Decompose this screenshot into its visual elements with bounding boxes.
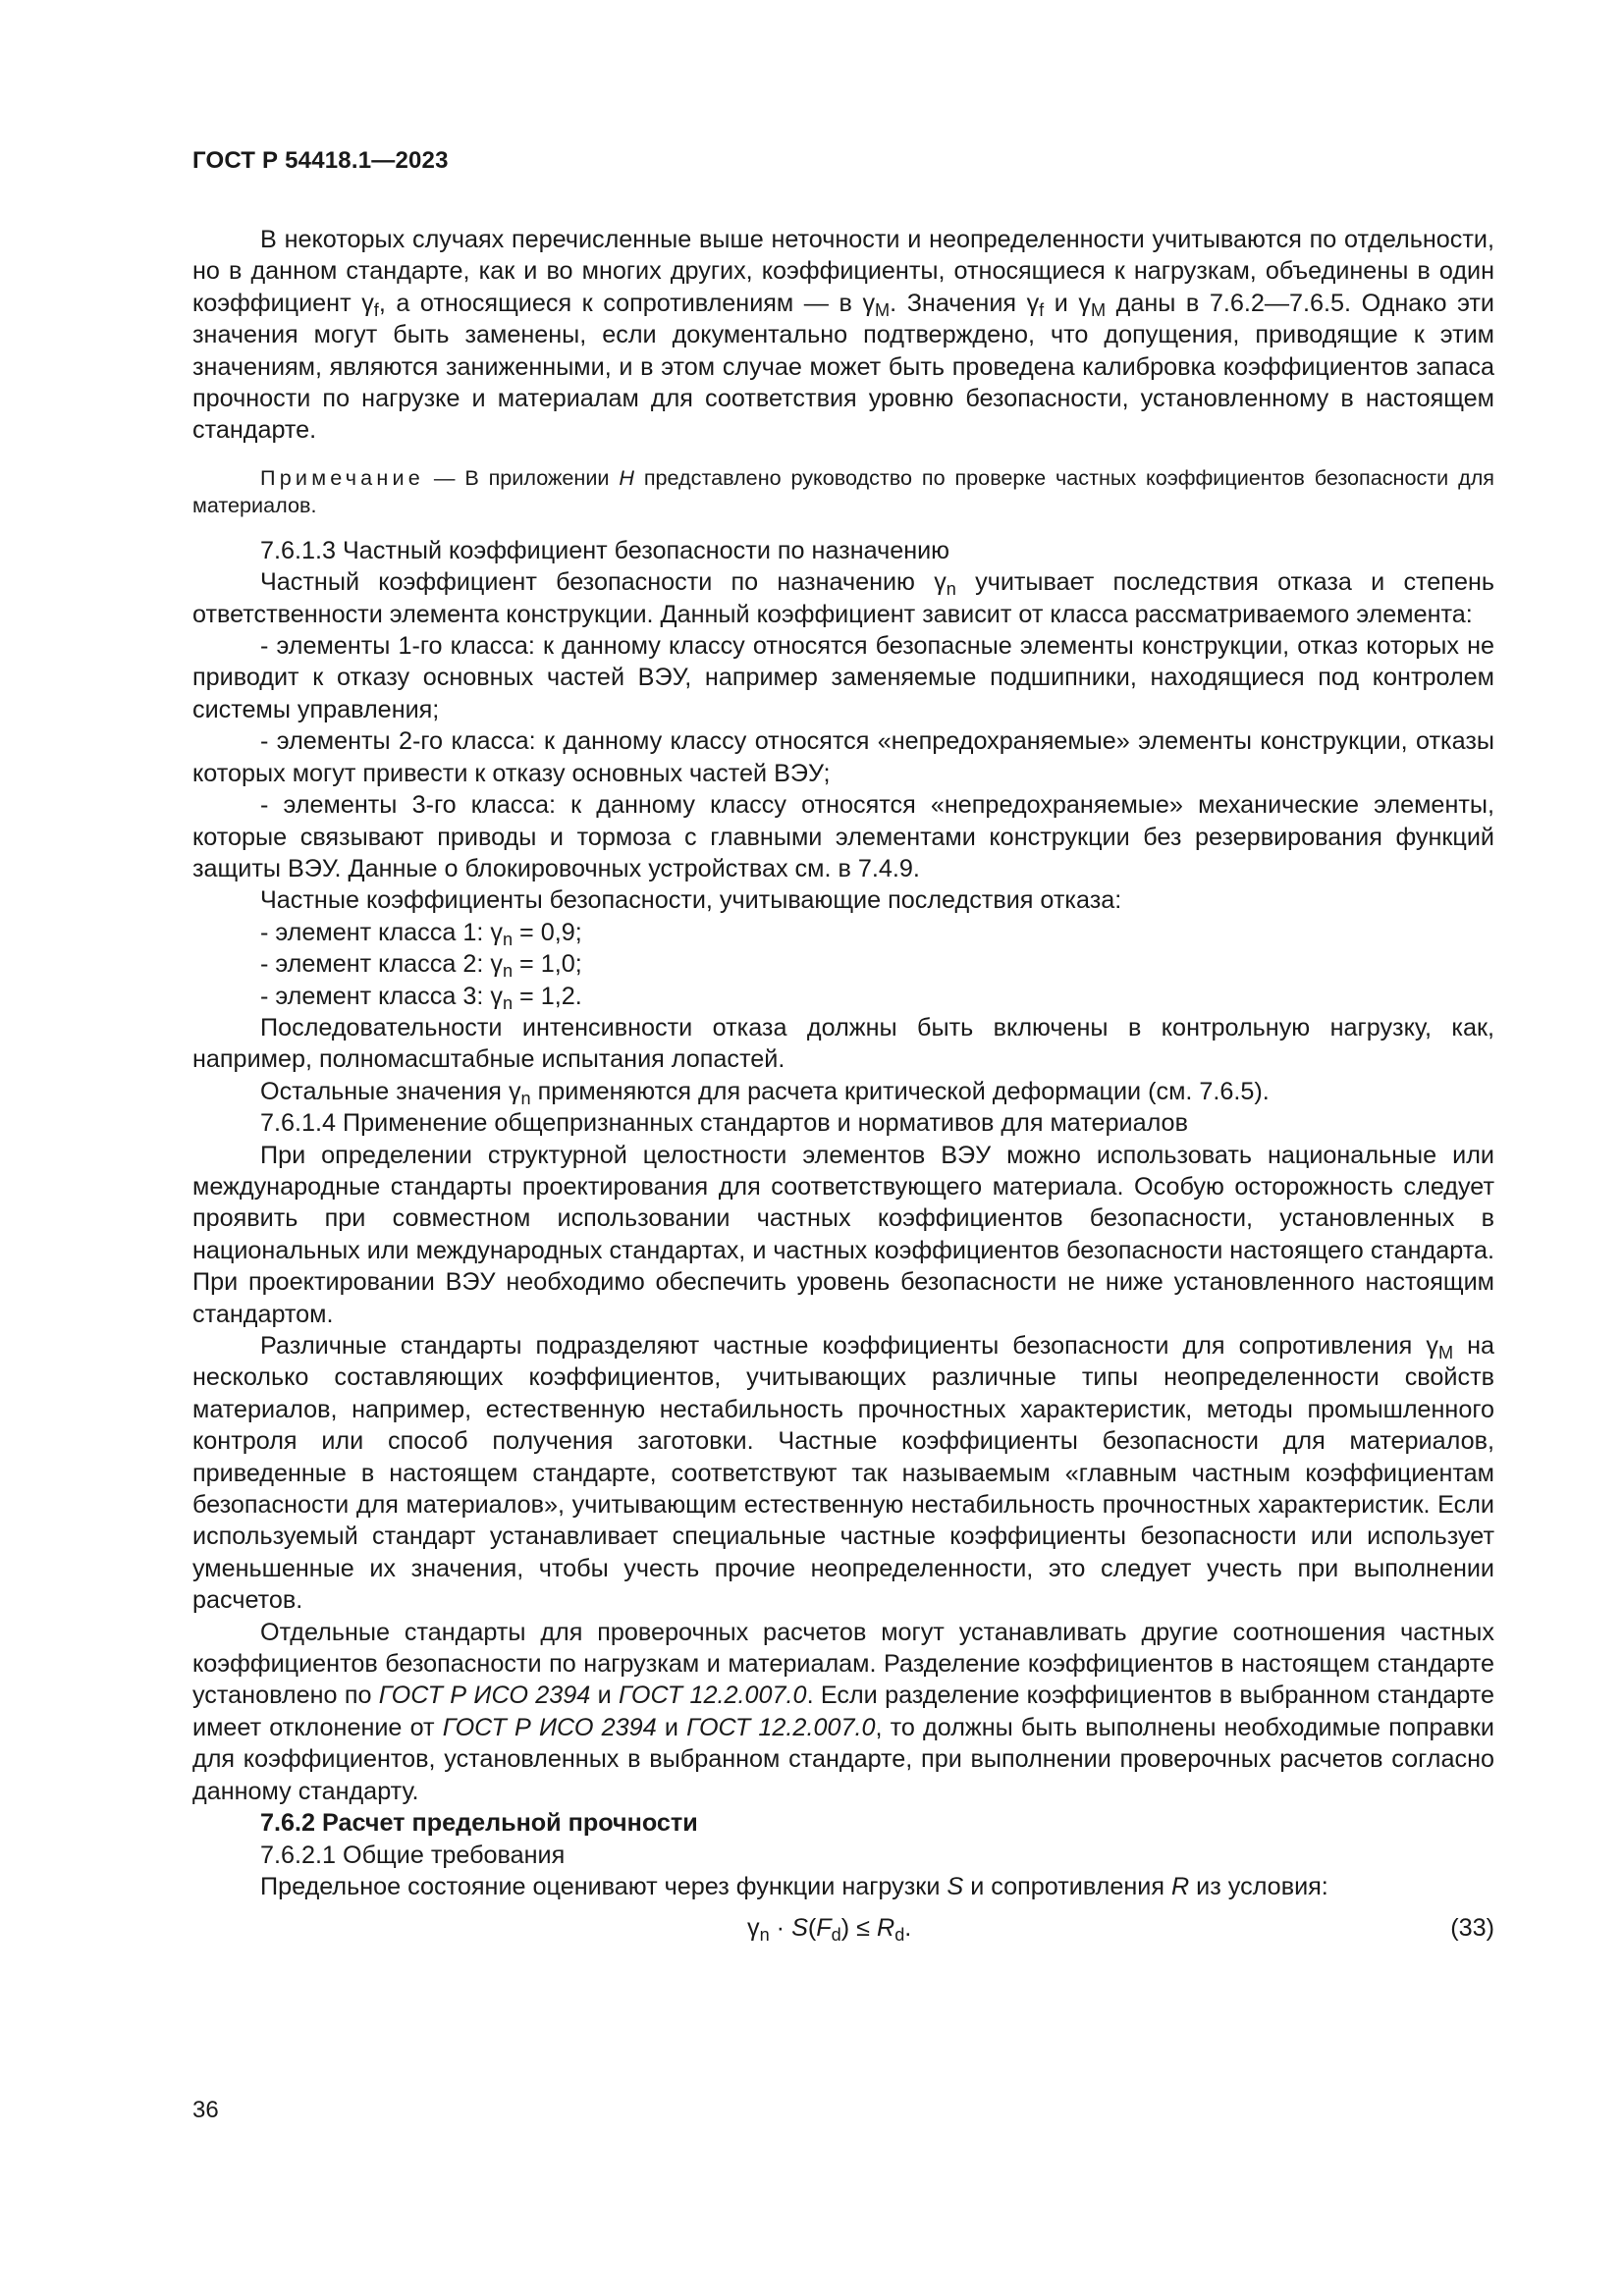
standard-ref-12-2-007-0: ГОСТ 12.2.007.0 bbox=[619, 1682, 807, 1710]
note: Примечание — В приложении Н представлено руководство по проверке частных коэффициентов безопасности для материалов. bbox=[192, 464, 1494, 517]
paragraph-importance-factor: Частный коэффициент безопасности по назначению $\gamma_n$ учитывает последствия отказа и степень ответственности элемента конструкции. Данный коэффициент зависит от класса рассматриваемого элемента: bbox=[192, 568, 1494, 628]
paragraph-structural-integrity: При определении структурной целостности элементов ВЭУ можно использовать национальные или международные стандарты проектирования для соответствующего материала. Особую осторожность следует проявить при совместном использовании частных коэффициентов безопасности, установленных в национальных или международных стандартах, и частных коэффициентов безопасности настоящего стандарта. При проектировании ВЭУ необходимо обеспечить уровень безопасности не ниже установленного настоящим стандартом. bbox=[192, 1141, 1494, 1328]
page-number: 36 bbox=[192, 2097, 219, 2123]
standard-ref-iso-2394: ГОСТ Р ИСО 2394 bbox=[378, 1682, 591, 1710]
paragraph-failure-sequences: Последовательности интенсивности отказа должны быть включены в контрольную нагрузку, как, например, полномасштабные испытания лопастей. bbox=[192, 1013, 1494, 1074]
list-item-class-1: - элементы 1-го класса: к данному классу относятся безопасные элементы конструкции, отказ которых не приводит к отказу основных частей ВЭУ, например заменяемые подшипники, находящиеся под контролем системы управления; bbox=[192, 632, 1494, 723]
paragraph-material-factors: Различные стандарты подразделяют частные коэффициенты безопасности для сопротивления $\gamma_M$ на несколько составляющих коэффициентов, учитывающих различные типы неопределенности свойств материалов, например, естественную нестабильность прочностных характеристик, методы промышленного контроля или способ получения заготовки. Частные коэффициенты безопасности для материалов, приведенные в настоящем стандарте, соответствуют так называемым «главным частным коэффициентам безопасности для материалов», учитывающим естественную нестабильность прочностных характеристик. Если используемый стандарт устанавливает специальные частные коэффициенты безопасности или использует уменьшенные их значения, чтобы учесть прочие неопределенности, это следует учесть при выполнении расчетов. bbox=[192, 1332, 1495, 1615]
document-body bbox=[192, 224, 1494, 1948]
note-label: Примечание bbox=[260, 464, 424, 490]
document-header: ГОСТ Р 54418.1—2023 bbox=[192, 147, 449, 174]
paragraph-coef-intro: Частные коэффициенты безопасности, учитывающие последствия отказа: bbox=[260, 886, 1122, 915]
list-item-class-2: - элементы 2-го класса: к данному классу относятся «непредохраняемые» элементы конструкции, отказы которых могут привести к отказу основных частей ВЭУ; bbox=[192, 727, 1494, 787]
formula-number: (33) bbox=[1450, 1914, 1494, 1943]
section-7-6-1-3-title: 7.6.1.3 Частный коэффициент безопасности по назначению bbox=[260, 536, 950, 564]
paragraph-limit-state: Предельное состояние оценивают через функции нагрузки S и сопротивления R из условия: bbox=[260, 1872, 1328, 1900]
paragraph-verification-standards: Отдельные стандарты для проверочных расчетов могут устанавливать другие соотношения частных коэффициентов безопасности по нагрузкам и материалам. Разделение коэффициентов в настоящем стандарте установлено по ГОСТ Р ИСО 2394 и ГОСТ 12.2.007.0. Если разделение коэффициентов в выбранном стандарте имеет отклонение от ГОСТ Р ИСО 2394 и ГОСТ 12.2.007.0, то должны быть выполнены необходимые поправки для коэффициентов, установленных в выбранном стандарте, при выполнении проверочных расчетов согласно данному стандарту. bbox=[192, 1618, 1494, 1805]
list-item-class-3: - элементы 3-го класса: к данному классу относятся «непредохраняемые» механические элементы, которые связывают приводы и тормоза с главными элементами конструкции без резервирования функций защиты ВЭУ. Данные о блокировочных устройствах см. в 7.4.9. bbox=[192, 791, 1494, 882]
formula-33 bbox=[192, 1908, 1494, 1948]
formula-expression: $\gamma_n \cdot S(F_d) \le R_d$. bbox=[747, 1914, 912, 1946]
section-7-6-1-4-title: 7.6.1.4 Применение общепризнанных стандартов и нормативов для материалов bbox=[260, 1109, 1188, 1138]
paragraph-uncertainties: В некоторых случаях перечисленные выше неточности и неопределенности учитываются по отдельности, но в данном стандарте, как и во многих других, коэффициенты, относящиеся к нагрузкам, объединены в один коэффициент $\gamma_f$, а относящиеся к сопротивлениям — в $\gamma_M$. Значения $\gamma_f$ и $\gamma_M$ даны в 7.6.2—7.6.5. Однако эти значения могут быть заменены, если документально подтверждено, что допущения, приводящие к этим значениям, являются заниженными, и в этом случае может быть проведена калибровка коэффициентов запаса прочности по нагрузке и материалам для соответствия уровню безопасности, установленному в настоящем стандарте. bbox=[192, 226, 1495, 445]
section-7-6-2-1-title: 7.6.2.1 Общие требования bbox=[260, 1841, 566, 1869]
section-7-6-2-title: 7.6.2 Расчет предельной прочности bbox=[260, 1809, 698, 1838]
list-item-coef-class-3: - элемент класса 3: $\gamma_n = 1,2$. bbox=[260, 982, 582, 1013]
paragraph-other-values: Остальные значения $\gamma_n$ применяются для расчета критической деформации (см. 7.6.5). bbox=[260, 1077, 1270, 1108]
list-item-coef-class-2: - элемент класса 2: $\gamma_n = 1,0$; bbox=[260, 950, 582, 982]
list-item-coef-class-1: - элемент класса 1: $\gamma_n = 0,9$; bbox=[260, 918, 582, 949]
